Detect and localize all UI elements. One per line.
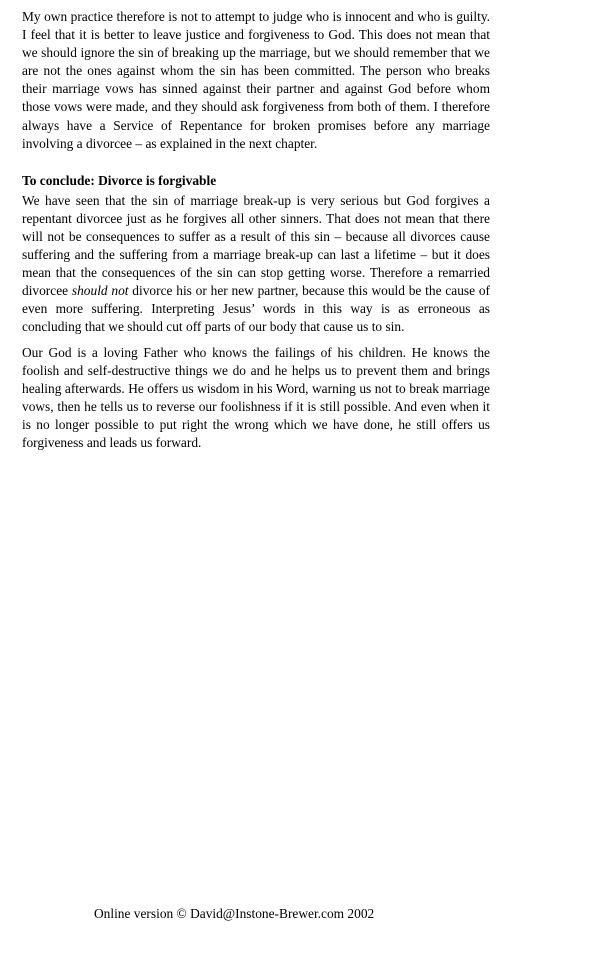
paragraph-consequences: [22, 192, 490, 337]
paragraph-consequences-text-end: divorce his or her new partner, because this would be the cause of even more suffering. Interpreting Jesus’ words in this way is as erroneous as concluding that we should cut off parts of our body that cause us to sin.: [22, 283, 490, 335]
paragraph-loving-father: Our God is a loving Father who knows the failings of his children. He knows the foolish and self-destructive things we do and he helps us to prevent them and brings healing afterwards. He offers us wisdom in his Word, warning us not to break marriage vows, then he tells us to reverse our foolishness if it is still possible. And even when it is no longer possible to put right the wrong which we have done, he still offers us forgiveness and leads us forward.: [22, 344, 490, 450]
paragraph-consequences-text-start: We have seen that the sin of marriage break-up is very serious but God forgives a repentant divorcee just as he forgives all other sinners. That does not mean that there will not be consequences to suffer as a result of this sin – because all divorces cause suffering and the suffering from a marriage break-up can last a lifetime – but it does mean that the consequences of the sin can stop getting worse. Therefore a remarried divorcee: [22, 192, 490, 299]
emphasis-should-not: should not: [71, 283, 129, 299]
document-page: [22, 8, 490, 452]
section-heading: To conclude: Divorce is forgivable: [22, 172, 217, 188]
page-footer: Online version © David@Instone-Brewer.com 2002: [94, 906, 375, 921]
paragraph-practice: My own practice therefore is not to attempt to judge who is innocent and who is guilty. I feel that it is better to leave justice and forgiveness to God. This does not mean that we should ignore the sin of breaking up the marriage, but we should remember that we are not the ones against whom the sin has been committed. The person who breaks their marriage vows has sinned against their partner and against God before whom those vows were made, and they should ask forgiveness from both of them. I therefore always have a Service of Repentance for broken promises before any marriage involving a divorcee – as explained in the next chapter.: [22, 9, 490, 151]
